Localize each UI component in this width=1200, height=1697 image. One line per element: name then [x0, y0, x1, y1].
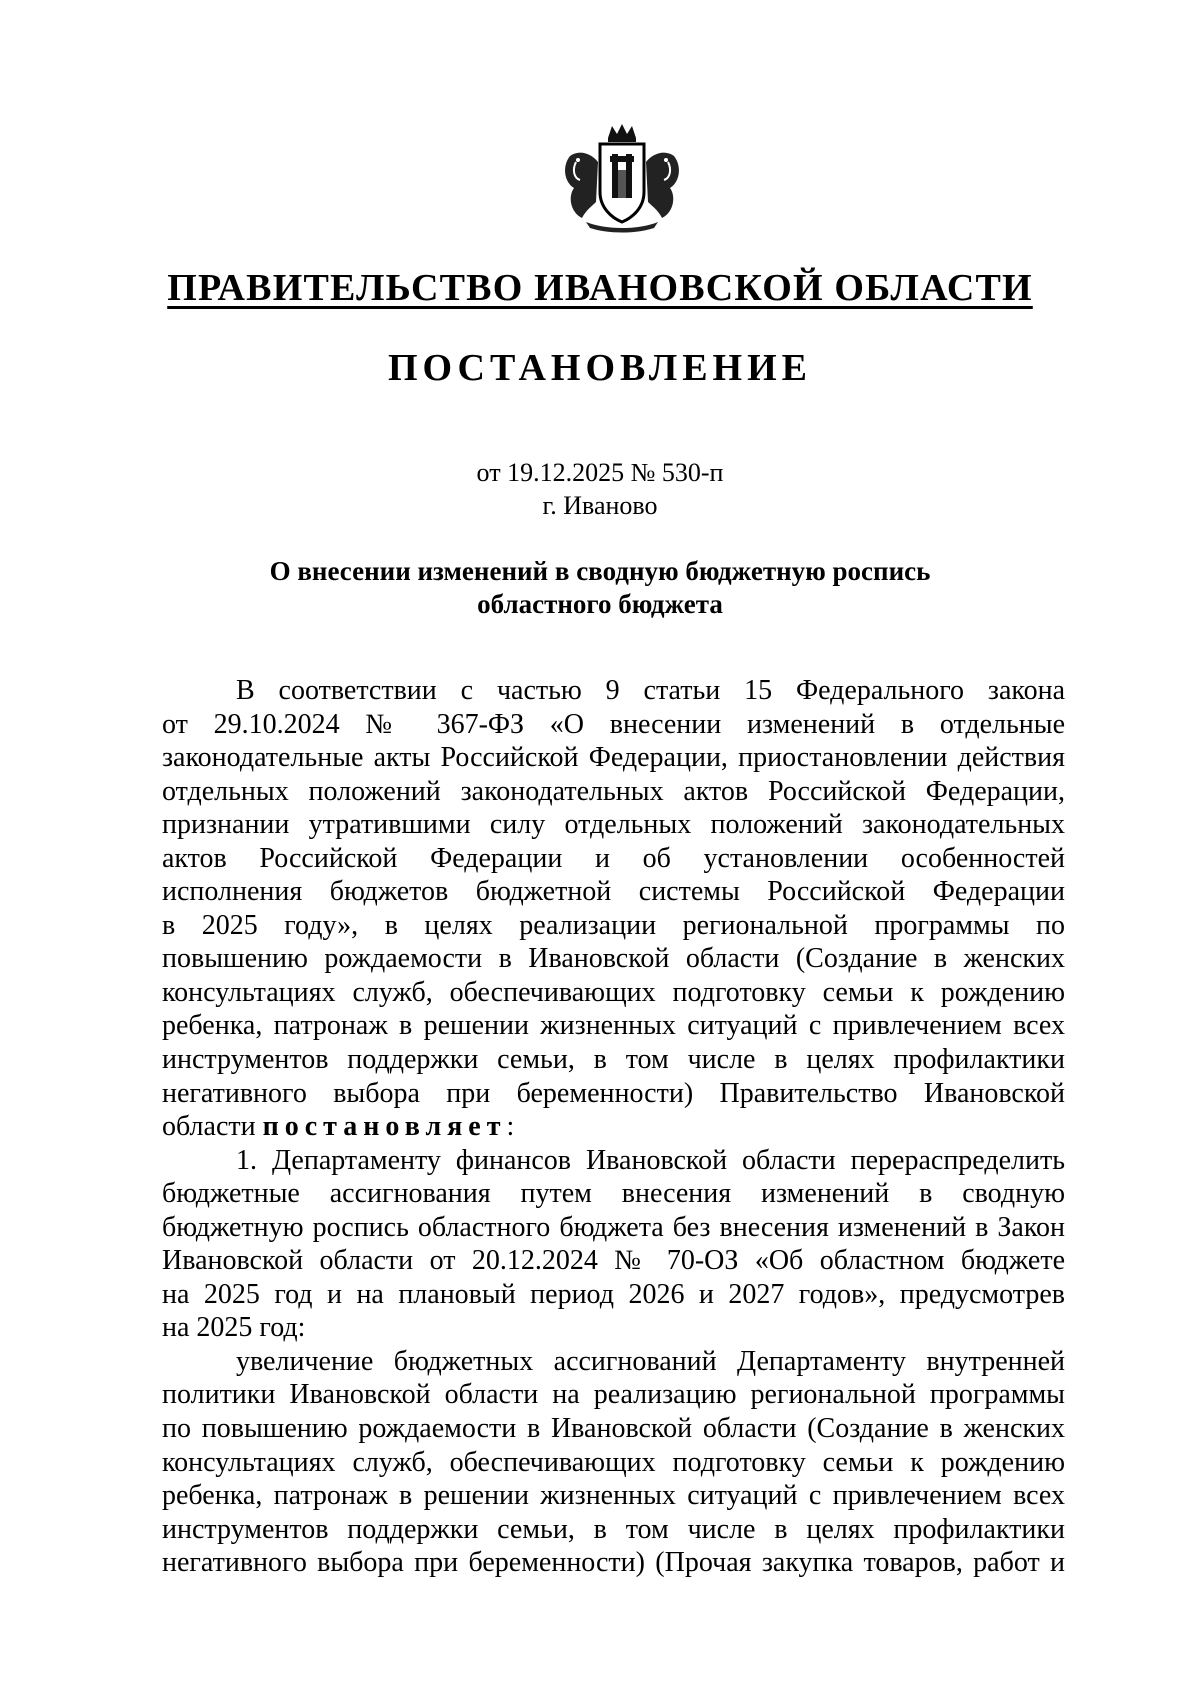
body-line: ребенка, патронаж в решении жизненных ситуаций с привлечением всех	[162, 1010, 1065, 1042]
item-1-line: бюджетные ассигнования путем внесения изменений в сводную	[162, 1178, 1065, 1210]
item-1-line: на 2025 год и на плановый период 2026 и 2027 годов», предусмотрев	[162, 1278, 1065, 1310]
coat-of-arms-emblem	[556, 122, 688, 234]
decree-line-prefix: области	[162, 1111, 263, 1143]
item-1-line: Ивановской области от 20.12.2024 № 70-ОЗ «Об областном бюджете	[162, 1245, 1065, 1277]
increase-line: по повышению рождаемости в Ивановской области (Создание в женских	[162, 1413, 1065, 1445]
government-title	[0, 266, 1200, 310]
body-line: повышению рождаемости в Ивановской области (Создание в женских	[162, 943, 1065, 975]
document-city: г. Иваново	[542, 491, 658, 520]
increase-line: политики Ивановской области на реализацию региональной программы	[162, 1379, 1065, 1411]
decree-colon: :	[506, 1111, 515, 1143]
body-line: законодательные акты Российской Федерации, приостановлении действия	[162, 742, 1065, 774]
increase-line: ребенка, патронаж в решении жизненных ситуаций с привлечением всех	[162, 1480, 1065, 1512]
document-body	[162, 674, 1065, 1580]
document-subject-line-2: областного бюджета	[477, 589, 723, 619]
increase-line: инструментов поддержки семьи, в том числе в целях профилактики	[162, 1513, 1065, 1545]
document-subject-line-1: О внесении изменений в сводную бюджетную роспись	[269, 556, 931, 586]
body-line: исполнения бюджетов бюджетной системы Российской Федерации	[162, 876, 1065, 908]
item-1-line: 1. Департаменту финансов Ивановской области перераспределить	[236, 1144, 1065, 1176]
body-line: инструментов поддержки семьи, в том числе в целях профилактики	[162, 1044, 1065, 1076]
document-date-number: от 19.12.2025 № 530-п	[476, 458, 724, 487]
body-line: в 2025 году», в целях реализации региональной программы по	[162, 909, 1065, 941]
body-line: отдельных положений законодательных актов Российской Федерации,	[162, 775, 1065, 807]
body-line: актов Российской Федерации и об установлении особенностей	[162, 842, 1065, 874]
increase-line: увеличение бюджетных ассигнований Департаменту внутренней	[236, 1345, 1065, 1377]
decree-line	[162, 1110, 1065, 1144]
item-1-line: на 2025 год:	[162, 1312, 306, 1344]
increase-line: консультациях служб, обеспечивающих подготовку семьи к рождению	[162, 1446, 1065, 1478]
body-line: от 29.10.2024 № 367-ФЗ «О внесении изменений в отдельные	[162, 708, 1065, 740]
body-line: консультациях служб, обеспечивающих подготовку семьи к рождению	[162, 976, 1065, 1008]
item-1-line: бюджетную роспись областного бюджета без внесения изменений в Закон	[162, 1211, 1065, 1243]
body-line: В соответствии с частью 9 статьи 15 Федерального закона	[236, 675, 1065, 706]
government-title-text: ПРАВИТЕЛЬСТВО ИВАНОВСКОЙ ОБЛАСТИ	[167, 267, 1033, 309]
document-type: ПОСТАНОВЛЕНИЕ	[387, 347, 813, 389]
decree-word: постановляет	[262, 1111, 507, 1143]
body-line: негативного выбора при беременности) Правительство Ивановской	[162, 1077, 1065, 1109]
increase-line: негативного выбора при беременности) (Прочая закупка товаров, работ и	[162, 1547, 1065, 1579]
body-line: признании утратившими силу отдельных положений законодательных	[162, 809, 1065, 841]
